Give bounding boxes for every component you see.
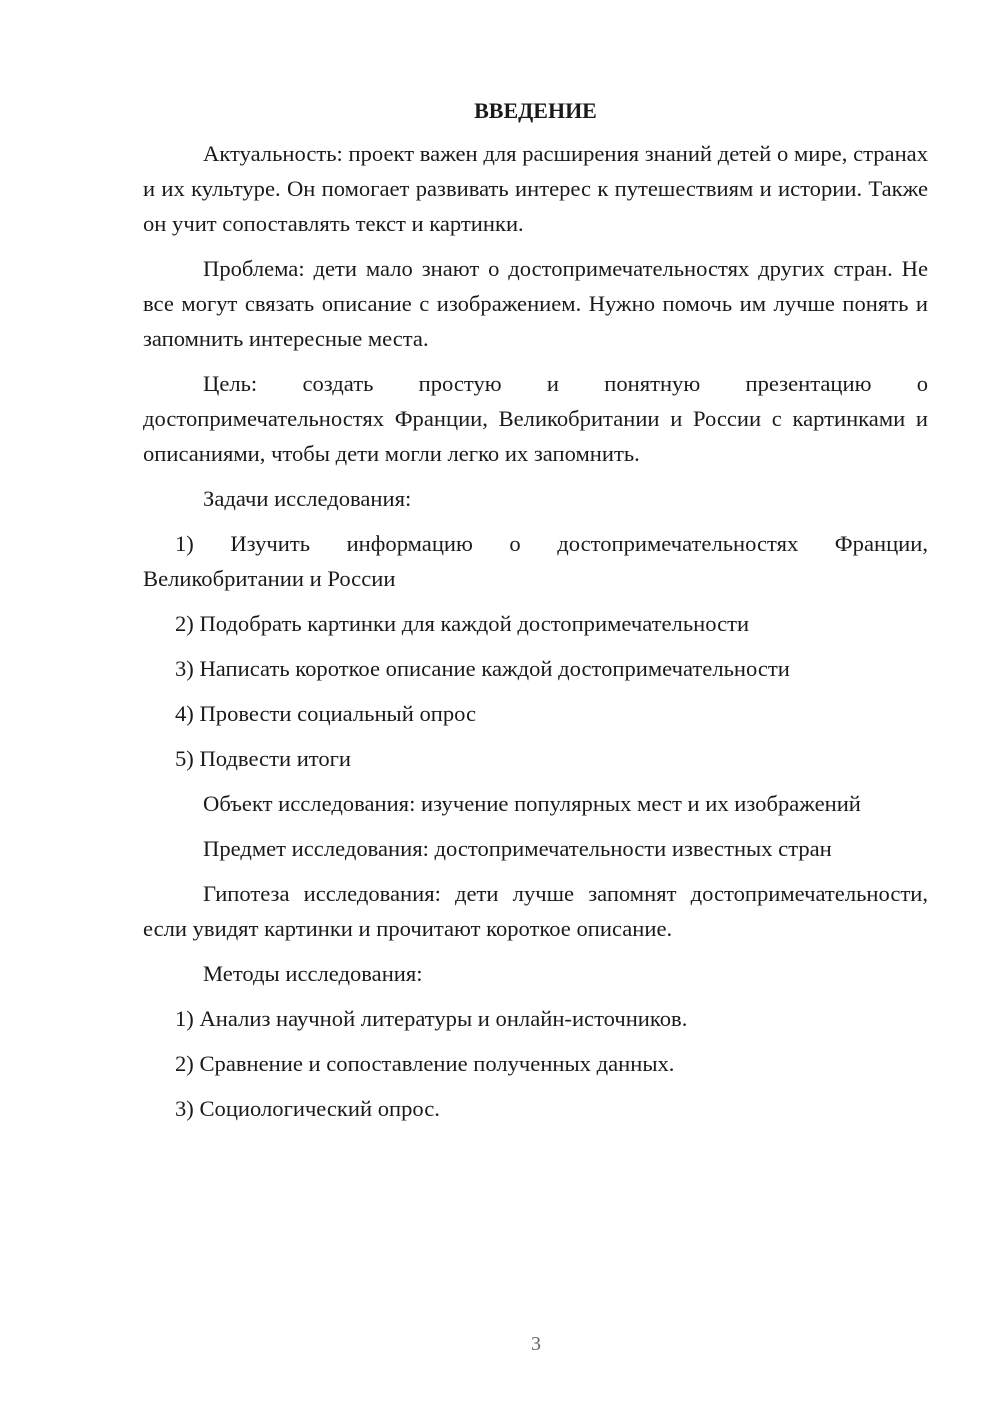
goal-paragraph: Цель: создать простую и понятную презентацию о достопримечательностях Франции, Великобритании и России с картинками и описаниями, чтобы дети могли легко их запомнить. [143,371,928,466]
document-body [143,96,928,1136]
method-item: 2) Сравнение и сопоставление полученных данных. [175,1051,675,1076]
object-paragraph: Объект исследования: изучение популярных мест и их изображений [203,791,861,816]
page-number: 3 [531,1333,541,1355]
relevance-paragraph: Актуальность: проект важен для расширения знаний детей о мире, странах и их культуре. Он помогает развивать интерес к путешествиям и истории. Также он учит сопоставлять текст и картинки. [143,141,928,236]
task-item: 1) Изучить информацию о достопримечательностях Франции, Великобритании и России [143,531,928,591]
problem-paragraph: Проблема: дети мало знают о достопримечательностях других стран. Не все могут связать описание с изображением. Нужно помочь им лучше понять и запомнить интересные места. [143,256,928,351]
task-item: 5) Подвести итоги [175,746,352,771]
section-heading: ВВЕДЕНИЕ [474,98,597,123]
task-item: 4) Провести социальный опрос [175,701,477,726]
task-item: 3) Написать короткое описание каждой достопримечательности [175,656,790,681]
tasks-label: Задачи исследования: [203,486,412,511]
subject-paragraph: Предмет исследования: достопримечательности известных стран [203,836,832,861]
task-item: 2) Подобрать картинки для каждой достопримечательности [175,611,750,636]
method-item: 1) Анализ научной литературы и онлайн-источников. [175,1006,688,1031]
methods-label: Методы исследования: [203,961,423,986]
method-item: 3) Социологический опрос. [175,1096,440,1121]
hypothesis-paragraph: Гипотеза исследования: дети лучше запомнят достопримечательности, если увидят картинки и прочитают короткое описание. [143,881,928,941]
